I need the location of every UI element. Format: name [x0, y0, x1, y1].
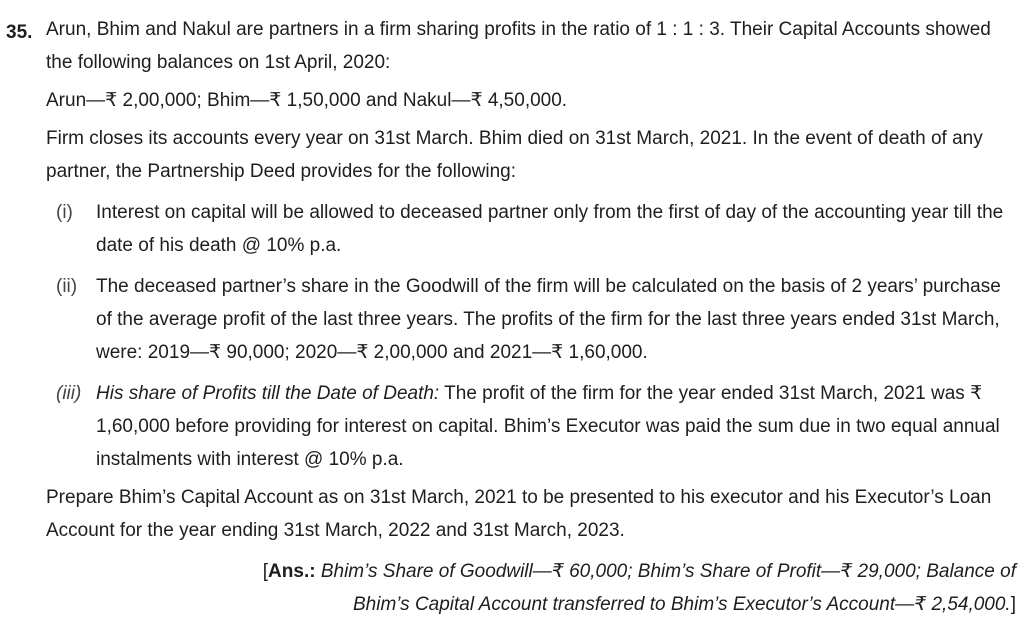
- question-number: 35.: [6, 22, 33, 43]
- provision-numeral: (ii): [56, 276, 78, 297]
- provision-text: The profit of the firm for the year ended 31st March, 2021 was ₹ 1,60,000 before providing for interest on capital. Bhim’s Executor was paid the sum due in two equal annual instalments with interest @ 10% p.a.: [96, 383, 1000, 470]
- capital-balances: Arun—₹ 2,00,000; Bhim—₹ 1,50,000 and Nakul—₹ 4,50,000.: [46, 90, 568, 111]
- provision-numeral: (iii): [56, 383, 82, 404]
- provision-item: [56, 270, 1016, 369]
- provision-lead-heading: His share of Profits till the Date of Death:: [96, 383, 440, 404]
- question-task: Prepare Bhim’s Capital Account as on 31st March, 2021 to be presented to his executor and his Executor’s Loan Account for the year ending 31st March, 2022 and 31st March, 2023.: [46, 487, 992, 541]
- answer-text: Bhim’s Share of Goodwill—₹ 60,000; Bhim’s Share of Profit—₹ 29,000; Balance of Bhim’s Capital Account transferred to Bhim’s Executor’s Account—₹ 2,54,000.: [315, 561, 1016, 615]
- answer-close-bracket: ]: [1010, 594, 1016, 615]
- provision-item: [56, 196, 1016, 262]
- provision-text: The deceased partner’s share in the Goodwill of the firm will be calculated on the basis of 2 years’ purchase of the average profit of the last three years. The profits of the firm for the last three years ended 31st March, were: 2019—₹ 90,000; 2020—₹ 2,00,000 and 2021—₹ 1,60,000.: [96, 276, 1001, 363]
- provision-item: [56, 377, 1016, 476]
- provision-text-wrapper: [96, 377, 1016, 476]
- answer-open-bracket: [: [262, 561, 269, 582]
- provision-numeral: (i): [56, 202, 73, 223]
- question-intro: Arun, Bhim and Nakul are partners in a firm sharing profits in the ratio of 1 : 1 : 3. Their Capital Accounts showed the following balances on 1st April, 2020:: [46, 19, 991, 73]
- provision-text: Interest on capital will be allowed to deceased partner only from the first of day of the accounting year till the date of his death @ 10% p.a.: [96, 202, 1004, 256]
- answer-label: Ans.:: [268, 561, 316, 582]
- question-context: Firm closes its accounts every year on 31st March. Bhim died on 31st March, 2021. In the event of death of any partner, the Partnership Deed provides for the following:: [46, 128, 983, 182]
- answer-block: [216, 555, 1016, 621]
